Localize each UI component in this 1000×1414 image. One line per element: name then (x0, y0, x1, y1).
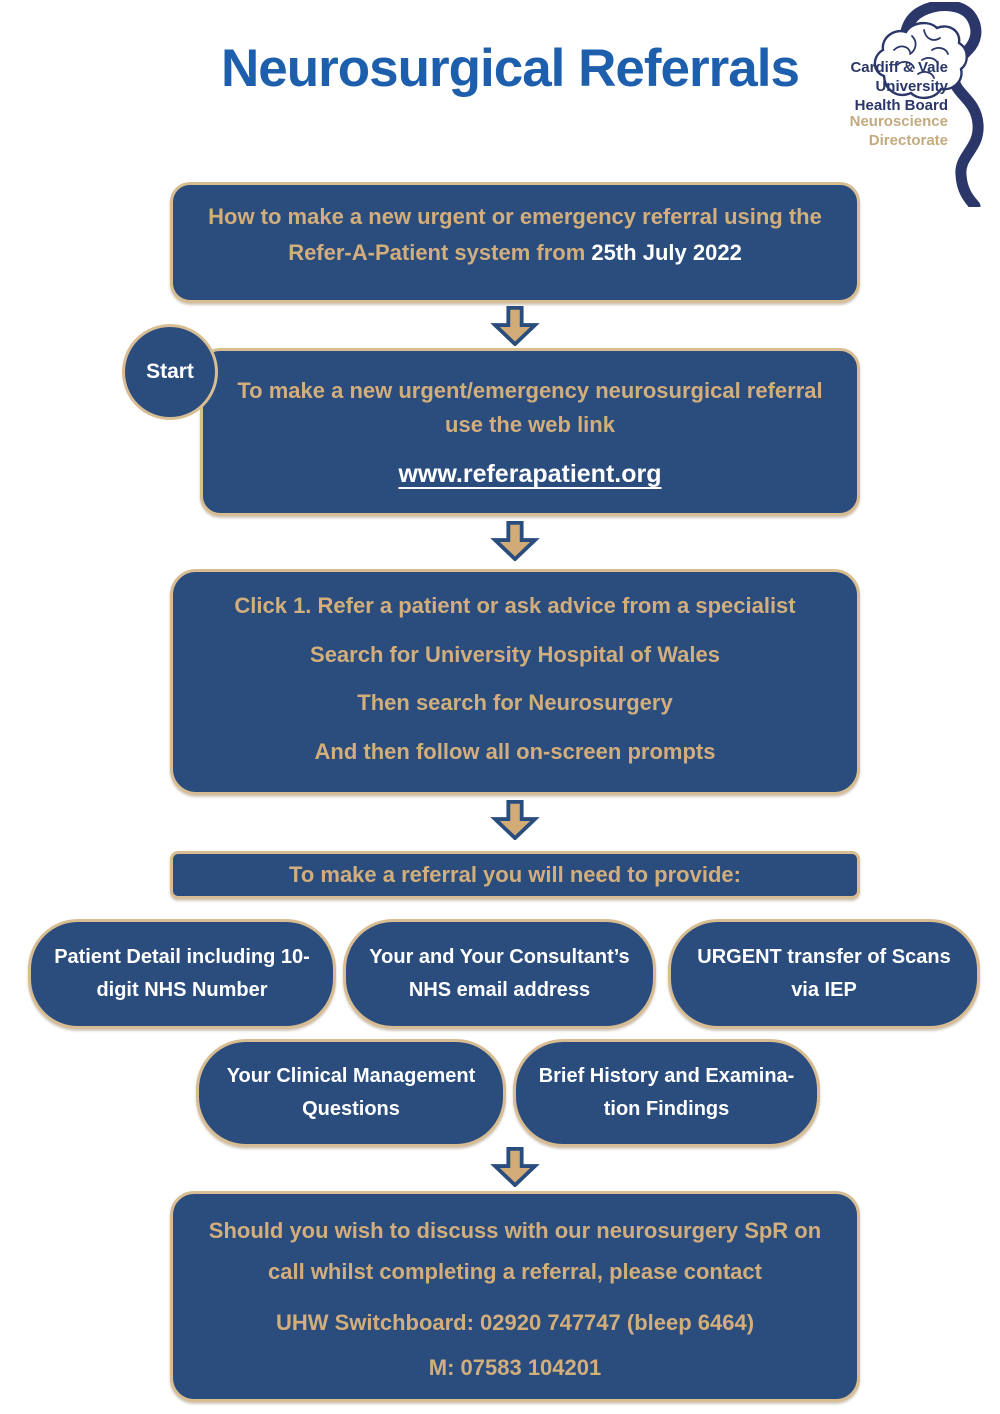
contact-line1: Should you wish to discuss with our neurosurgery SpR on (208, 1218, 822, 1243)
provide-header-bar: To make a referral you will need to provide: (170, 851, 860, 899)
mobile-number: M: 07583 104201 (428, 1355, 602, 1380)
down-arrow-icon (487, 800, 543, 840)
pill-line: URGENT transfer of Scans (697, 946, 951, 968)
start-badge-label: Start (146, 360, 194, 383)
steps-box (170, 569, 860, 795)
intro-line1: How to make a new urgent or emergency referral using the (208, 204, 822, 229)
pill-line: NHS email address (408, 979, 591, 1001)
switchboard-number: UHW Switchboard: 02920 747747 (bleep 6464) (275, 1310, 755, 1335)
logo-org-line: Health Board (854, 97, 948, 114)
contact-line2: call whilst completing a referral, please contact (268, 1259, 762, 1284)
intro-box (170, 182, 860, 303)
intro-line2-prefix: Refer-A-Patient system from (288, 240, 592, 265)
pill-line: tion Findings (603, 1098, 730, 1120)
weblink-line2: use the web link (445, 412, 615, 437)
logo-department-name (850, 112, 948, 150)
weblink-line1: To make a new urgent/emergency neurosurgical referral (237, 378, 823, 403)
pill-line: via IEP (791, 979, 857, 1001)
pill-clinical-questions (196, 1039, 506, 1147)
intro-line2 (173, 235, 857, 271)
pill-scan-transfer (668, 919, 980, 1029)
pill-line: digit NHS Number (96, 979, 268, 1001)
pill-line: Questions (302, 1098, 400, 1120)
referapatient-link[interactable]: www.referapatient.org (398, 460, 662, 488)
weblink-box (200, 348, 860, 516)
pill-line: Your and Your Consultant’s (369, 946, 630, 968)
step-line: Then search for Neurosurgery (357, 690, 673, 715)
contact-box (170, 1191, 860, 1402)
step-line: Search for University Hospital of Wales (310, 641, 720, 667)
logo-org-line: Cardiff & Vale (850, 59, 948, 76)
pill-history-findings (513, 1039, 820, 1147)
pill-line: Brief History and Examina- (538, 1065, 795, 1087)
step-line: And then follow all on-screen prompts (314, 738, 716, 764)
pill-nhs-email (343, 919, 656, 1029)
start-badge (122, 324, 218, 420)
go-live-date: 25th July 2022 (591, 240, 742, 265)
pill-patient-detail (28, 919, 336, 1029)
health-board-logo (828, 2, 1000, 207)
logo-dept-line: Neuroscience (849, 113, 948, 130)
logo-org-line: University (875, 78, 948, 95)
logo-dept-line: Directorate (868, 132, 948, 149)
down-arrow-icon (487, 521, 543, 561)
down-arrow-icon (487, 1147, 543, 1187)
step-line: Click 1. Refer a patient or ask advice from a specialist (234, 593, 796, 618)
down-arrow-icon (487, 306, 543, 346)
logo-org-name (850, 58, 948, 115)
pill-line: Your Clinical Management (226, 1065, 476, 1087)
page-title: Neurosurgical Referrals (221, 39, 799, 98)
pill-line: Patient Detail including 10- (54, 946, 310, 968)
